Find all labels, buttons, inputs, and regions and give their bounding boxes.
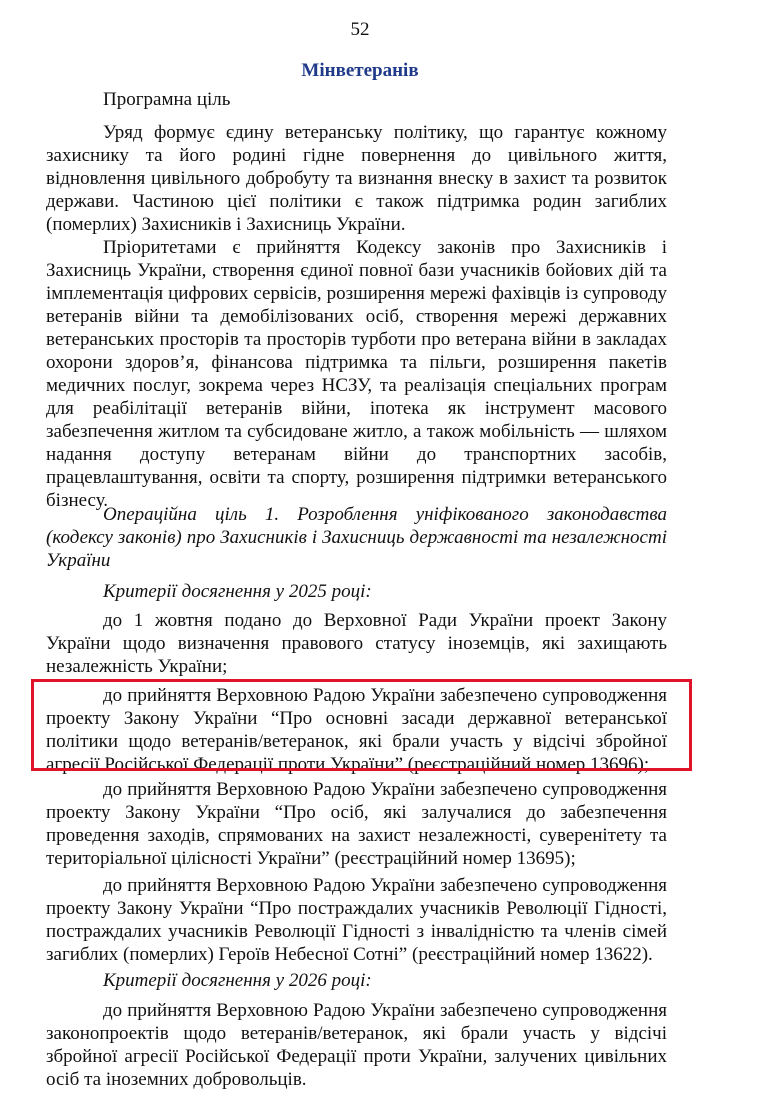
page-number: 52 bbox=[350, 19, 370, 40]
highlight-frame bbox=[31, 679, 692, 771]
program-goal-heading: Програмна ціль bbox=[103, 89, 231, 110]
paragraph-priorities: Пріоритетами є прийняття Кодексу законів про Захисників і Захисниць України, створення єдиної повної бази учасників бойових дій та імплементація цифрових сервісів, розширення мережі фахівців із супроводу ветеранів війни та демобілізованих осіб, створення мережі державних ветеранських просторів та просторів турботи про ветерана війни в закладах охорони здоров’я, фінансова підтримка та пільги, розширення пакетів медичних послуг, зокрема через НСЗУ, та реалізація спеціальних програм для реабілітації ветеранів війни, іпотека як інструмент масового забезпечення житлом та субсидоване житло, а також мобільність — шляхом надання доступу ветеранам війни до транспортних засобів, працевлаштування, освіти та спорту, розширення підтримки ветеранського бізнесу. bbox=[46, 237, 667, 511]
criterion-2025-item: до 1 жовтня подано до Верховної Ради України проект Закону України щодо визначення правового статусу іноземців, які захищають незалежність України; bbox=[46, 610, 667, 677]
ministry-title: Мінветеранів bbox=[301, 60, 419, 81]
criterion-2025-item-highlighted: до прийняття Верховною Радою України забезпечено супроводження проекту Закону України “Про основні засади державної ветеранської політики щодо ветеранів/ветеранок, які брали участь у відсічі збройної агресії Російської Федерації проти України” (реєстраційний номер 13696); bbox=[46, 685, 667, 775]
operational-goal: Операційна ціль 1. Розроблення уніфікованого законодавства (кодексу законів) про Захисників і Захисниць державності та незалежності України bbox=[46, 504, 667, 571]
criteria-2026-heading: Критерії досягнення у 2026 році: bbox=[103, 970, 372, 991]
criterion-2025-item: до прийняття Верховною Радою України забезпечено супроводження проекту Закону України “Про осіб, які залучалися до забезпечення проведення заходів, спрямованих на захист незалежності, суверенітету та територіальної цілісності України” (реєстраційний номер 13695); bbox=[46, 779, 667, 869]
criterion-2025-item: до прийняття Верховною Радою України забезпечено супроводження проекту Закону України “Про постраждалих учасників Революції Гідності, постраждалих учасників Революції Гідності з інвалідністю та членів сімей загиблих (померлих) Героїв Небесної Сотні” (реєстраційний номер 13622). bbox=[46, 875, 667, 965]
paragraph-policy: Уряд формує єдину ветеранську політику, що гарантує кожному захиснику та його родині гідне повернення до цивільного життя, відновлення цивільного добробуту та визнання внеску в захист та розвиток держави. Частиною цієї політики є також підтримка родин загиблих (померлих) Захисників і Захисниць України. bbox=[46, 122, 667, 235]
criteria-2025-heading: Критерії досягнення у 2025 році: bbox=[103, 581, 372, 602]
criterion-2026-item: до прийняття Верховною Радою України забезпечено супроводження законопроектів щодо ветеранів/ветеранок, які брали участь у відсічі збройної агресії Російської Федерації проти України, залучених цивільних осіб та іноземних добровольців. bbox=[46, 1000, 667, 1090]
